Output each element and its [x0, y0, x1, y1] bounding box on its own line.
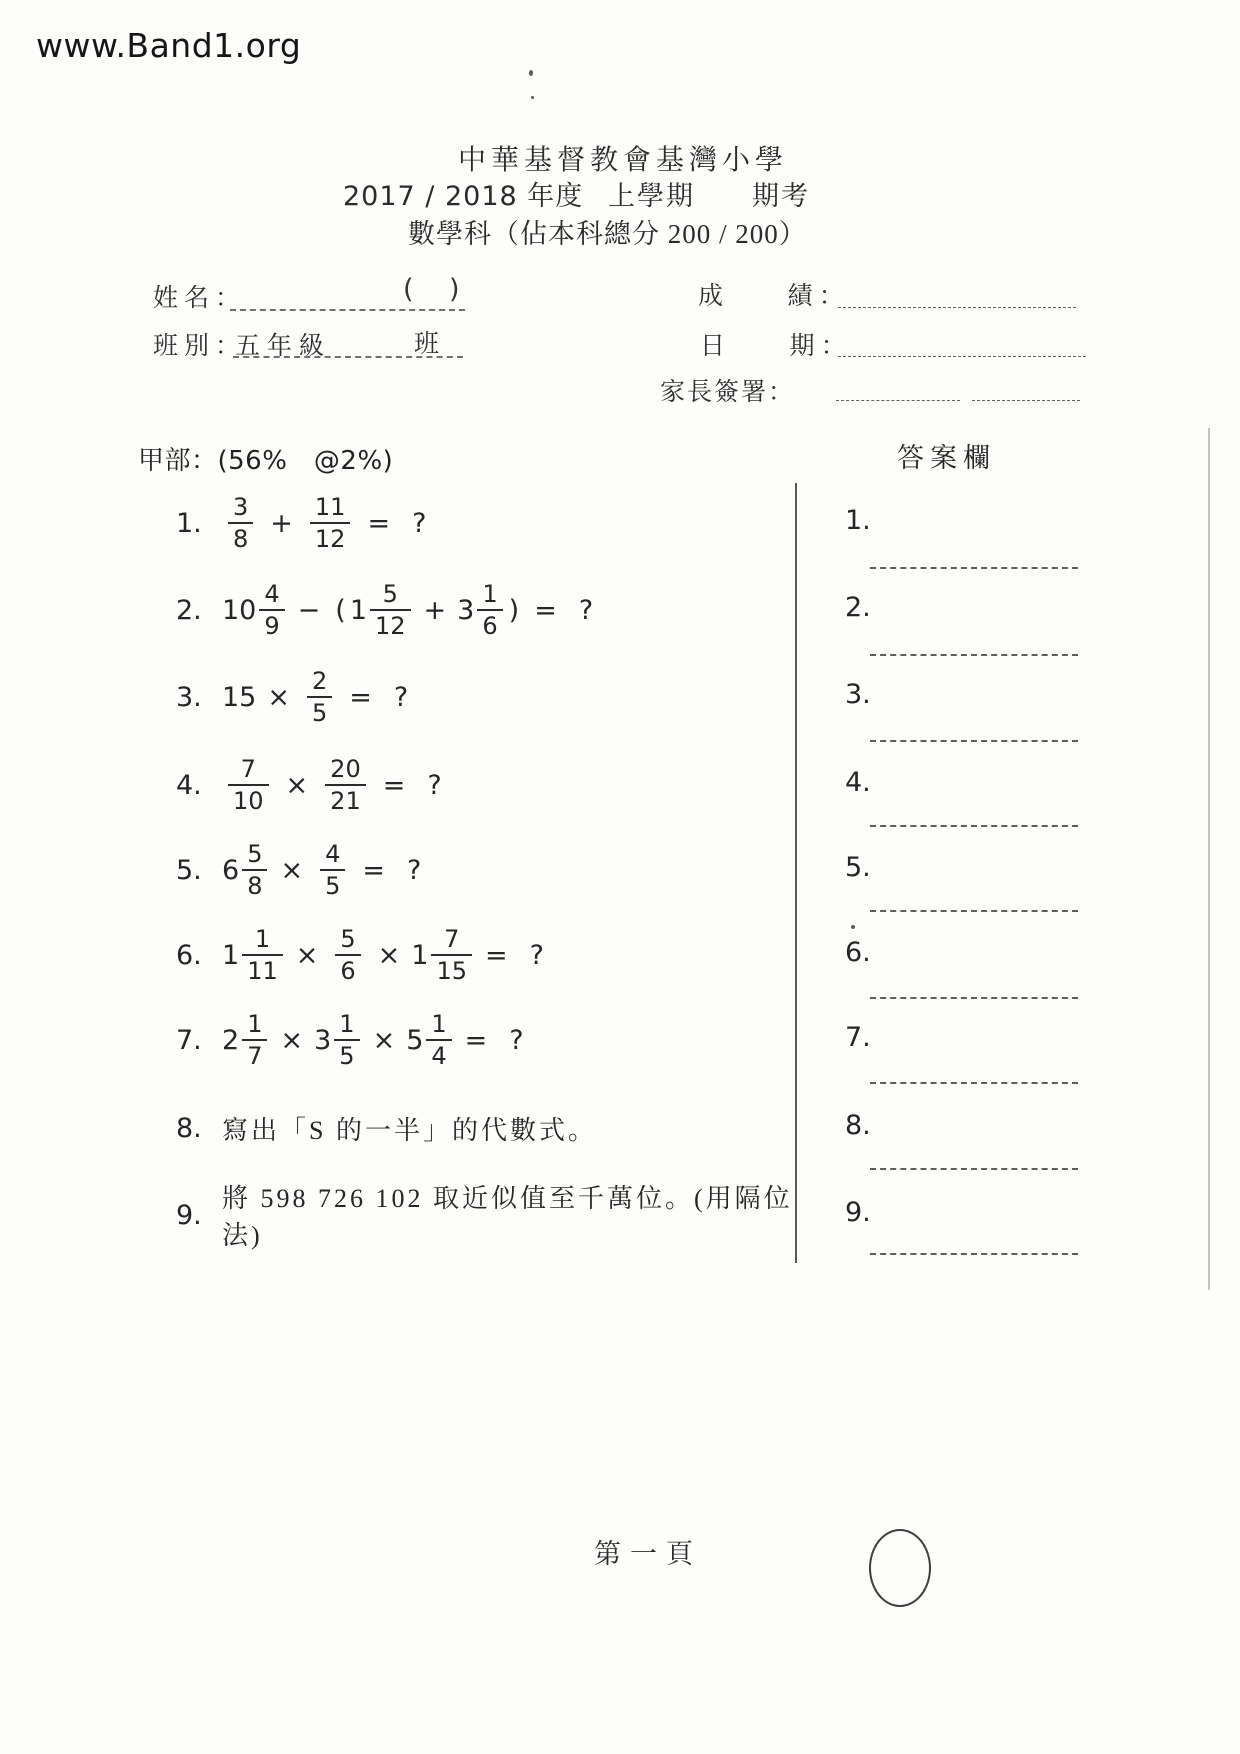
number: 15 — [222, 681, 257, 713]
operator: × — [295, 939, 319, 971]
answer-column-title: 答案欄 — [897, 443, 996, 473]
name-blank-line[interactable] — [230, 309, 465, 311]
mixed-number — [222, 582, 287, 638]
fraction-numerator: 4 — [325, 840, 341, 868]
fraction — [320, 842, 345, 898]
operator: = — [362, 854, 385, 886]
name-label: 姓名： — [153, 285, 247, 312]
fraction — [426, 1012, 451, 1068]
fraction-denominator: 6 — [477, 609, 502, 638]
mixed-whole: 3 — [457, 594, 475, 626]
fraction-numerator: 5 — [382, 580, 398, 608]
answer-blank-line[interactable] — [870, 567, 1078, 569]
fraction — [334, 1012, 359, 1068]
school-name: 中華基督教會基灣小學 — [458, 145, 789, 176]
question-number: 1. — [176, 507, 202, 539]
fraction-denominator: 8 — [242, 869, 267, 898]
scan-speck — [531, 96, 534, 99]
fraction-denominator: 8 — [228, 522, 253, 551]
operator: = — [464, 1024, 488, 1056]
date-blank-line[interactable] — [838, 356, 1086, 357]
operator: ? — [407, 854, 422, 886]
page-number: 第一頁 — [594, 1539, 702, 1569]
fraction — [242, 1012, 267, 1068]
fraction-denominator: 11 — [242, 954, 283, 983]
operator: × — [372, 1024, 396, 1056]
operator: + — [423, 594, 447, 626]
operator: ? — [393, 681, 409, 713]
operator: × — [280, 854, 304, 886]
fraction-denominator: 10 — [228, 784, 269, 813]
answer-number: 5. — [845, 852, 871, 883]
name-paren-close: ) — [449, 274, 460, 305]
operator: ? — [509, 1024, 524, 1056]
operator: = — [349, 681, 372, 713]
fraction-numerator: 1 — [339, 1010, 355, 1038]
operator: = — [485, 939, 508, 971]
mixed-whole: 2 — [222, 1024, 240, 1056]
question-number: 7. — [176, 1024, 202, 1056]
mixed-whole: 6 — [222, 854, 240, 886]
operator: ? — [529, 939, 544, 971]
class-suffix: 班 — [414, 331, 440, 358]
mixed-whole: 5 — [406, 1024, 424, 1056]
question-number: 8. — [176, 1112, 202, 1144]
mixed-number — [406, 1012, 453, 1068]
fraction — [310, 495, 351, 551]
year-term-line — [0, 174, 1240, 210]
score-blank-line[interactable] — [838, 307, 1076, 308]
parent-signature-label: 家長簽署： — [660, 379, 796, 406]
fraction — [242, 842, 267, 898]
fraction-numerator: 5 — [340, 925, 356, 953]
fraction-denominator: 6 — [335, 954, 360, 983]
operator: = — [534, 594, 557, 626]
class-label: 班別： — [153, 333, 247, 360]
operator: × — [285, 769, 309, 801]
operator: = — [367, 507, 391, 539]
mixed-whole: 3 — [314, 1024, 332, 1056]
fraction — [259, 582, 284, 638]
answer-blank-line[interactable] — [870, 997, 1078, 999]
fraction — [228, 495, 253, 551]
fraction-denominator: 12 — [370, 609, 411, 638]
date-label: 日 期 ： — [700, 333, 846, 360]
term: 上學期 — [608, 181, 695, 211]
score-label: 成 績 ： — [698, 283, 844, 310]
name-paren-open: ( — [403, 274, 414, 305]
answer-blank-line[interactable] — [870, 1082, 1078, 1084]
question-text: 將 598 726 102 取近似值至千萬位。(用隔位法) — [222, 1184, 793, 1250]
class-blank-line[interactable] — [233, 356, 463, 358]
answer-blank-line[interactable] — [870, 1253, 1078, 1255]
fraction-denominator: 9 — [259, 609, 284, 638]
class-grade-value: 五年級 — [235, 333, 332, 360]
stamp-circle — [869, 1529, 931, 1607]
question-row — [176, 484, 816, 562]
question-row — [176, 1176, 816, 1254]
operator: ? — [578, 594, 594, 626]
mixed-whole: 1 — [349, 594, 367, 626]
mixed-number — [222, 842, 269, 898]
exam-type: 期考 — [752, 181, 810, 211]
fraction-numerator: 20 — [330, 755, 361, 783]
question-row — [176, 571, 816, 649]
fraction — [228, 757, 269, 813]
question-row — [176, 831, 816, 909]
answer-number: 2. — [845, 592, 871, 623]
fraction-numerator: 1 — [247, 1010, 263, 1038]
fraction — [307, 669, 332, 725]
mixed-number — [457, 582, 504, 638]
answer-number: 1. — [845, 505, 871, 536]
question-row — [176, 1001, 816, 1079]
operator: × — [267, 681, 290, 713]
fraction-numerator: 1 — [431, 1010, 447, 1038]
operator: × — [377, 939, 401, 971]
fraction-denominator: 5 — [307, 696, 332, 725]
question-number: 6. — [176, 939, 202, 971]
fraction-denominator: 21 — [325, 784, 366, 813]
answer-number: 6. — [845, 937, 871, 968]
fraction — [335, 927, 360, 983]
mixed-whole: 1 — [222, 939, 240, 971]
fraction-numerator: 3 — [233, 493, 249, 521]
fraction-numerator: 1 — [254, 925, 271, 953]
question-row — [176, 916, 816, 994]
question-row — [176, 1089, 816, 1167]
fraction — [431, 927, 472, 983]
mixed-number — [222, 927, 285, 983]
fraction-numerator: 5 — [247, 840, 263, 868]
fraction-denominator: 7 — [242, 1039, 267, 1068]
question-row — [176, 658, 816, 736]
fraction — [242, 927, 283, 983]
fraction-denominator: 15 — [431, 954, 472, 983]
question-number: 5. — [176, 854, 202, 886]
fraction-denominator: 4 — [426, 1039, 451, 1068]
answer-number: 7. — [845, 1022, 871, 1053]
question-number: 2. — [176, 594, 202, 626]
scan-speck — [851, 925, 855, 929]
mixed-number — [314, 1012, 361, 1068]
question-text: 寫出「S 的一半」的代數式。 — [222, 1115, 597, 1145]
scan-speck — [529, 70, 533, 76]
fraction — [370, 582, 411, 638]
fraction-numerator: 7 — [444, 925, 460, 953]
question-number: 3. — [176, 681, 202, 713]
fraction-denominator: 12 — [310, 522, 351, 551]
question-row — [176, 746, 816, 824]
operator: ? — [427, 769, 442, 801]
fraction-numerator: 4 — [264, 580, 280, 608]
signature-blank-line[interactable] — [836, 400, 960, 401]
fraction-numerator: 7 — [240, 755, 256, 783]
answer-blank-line[interactable] — [870, 740, 1078, 742]
mixed-number — [411, 927, 474, 983]
answer-blank-line[interactable] — [870, 1168, 1078, 1170]
parenthesis: ) — [508, 594, 520, 626]
question-number: 4. — [176, 769, 202, 801]
signature-blank-line-2[interactable] — [972, 400, 1080, 401]
section-a-title: 甲部：(56% @2%) — [138, 446, 394, 476]
site-watermark: www.Band1.org — [36, 26, 302, 65]
answer-number: 3. — [845, 679, 871, 710]
fraction — [477, 582, 502, 638]
mixed-number — [222, 1012, 269, 1068]
fraction-numerator: 2 — [311, 667, 328, 695]
operator: × — [280, 1024, 304, 1056]
parenthesis: ( — [335, 594, 346, 626]
fraction-denominator: 5 — [334, 1039, 359, 1068]
answer-number: 8. — [845, 1110, 871, 1141]
question-number: 9. — [176, 1199, 202, 1231]
answer-number: 9. — [845, 1197, 871, 1228]
fraction-numerator: 1 — [482, 580, 498, 608]
mixed-whole: 1 — [411, 939, 429, 971]
mixed-whole: 10 — [222, 594, 257, 626]
answer-blank-line[interactable] — [870, 654, 1078, 656]
fraction-denominator: 5 — [320, 869, 345, 898]
operator: − — [297, 594, 321, 626]
operator: ? — [412, 507, 427, 539]
school-year: 2017 / 2018 年度 — [343, 181, 584, 212]
fraction-numerator: 11 — [314, 493, 346, 521]
answer-blank-line[interactable] — [870, 825, 1078, 827]
operator: + — [270, 507, 293, 539]
operator: = — [382, 769, 406, 801]
fraction — [325, 757, 366, 813]
mixed-number — [350, 582, 413, 638]
scan-edge-line — [1208, 428, 1210, 1290]
answer-number: 4. — [845, 767, 871, 798]
answer-blank-line[interactable] — [870, 910, 1078, 912]
subject-line: 數學科（佔本科總分 200 / 200） — [408, 219, 807, 249]
